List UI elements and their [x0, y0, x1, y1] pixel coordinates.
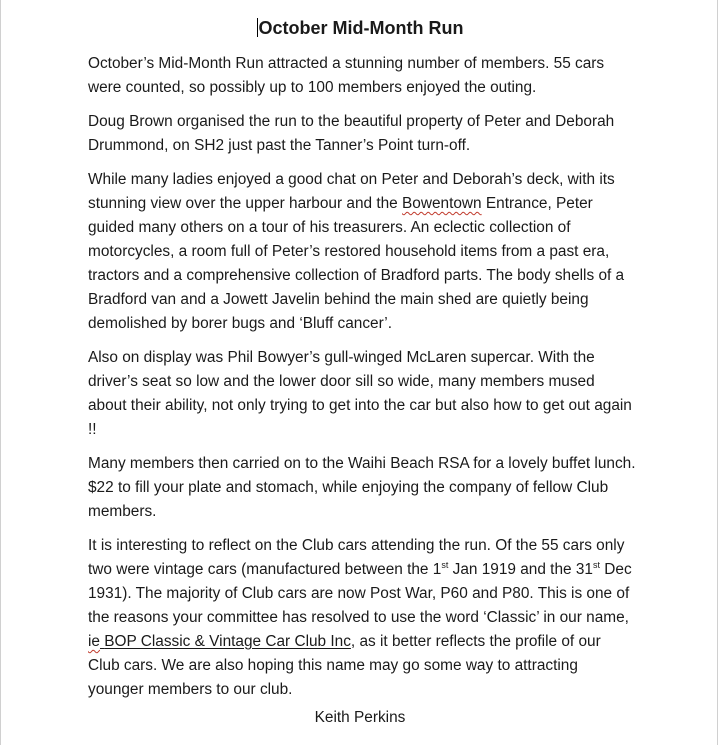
tour-text-end: Entrance, Peter guided many others on a tour of his treasurers. An eclectic collection of motorcycles, a room full of Peter’s restored household items from a past era, tractors and a comprehensive collection of Bradford parts. The body shells of a Bradford van and a Jowett Javelin behind the main shed are quietly being demolished by borer bugs and ‘Bluff cancer’. [88, 195, 625, 332]
article-body [88, 52, 636, 712]
paragraph-organiser: Doug Brown organised the run to the beautiful property of Peter and Deborah Drummond, on SH2 just past the Tanner’s Point turn-off. [88, 113, 615, 154]
spellcheck-flagged-ie[interactable]: ie [88, 633, 100, 650]
club-name-underlined: BOP Classic & Vintage Car Club Inc [104, 633, 351, 650]
spellcheck-flagged-word[interactable]: Bowentown [402, 195, 482, 212]
paragraph-supercar: Also on display was Phil Bowyer’s gull-winged McLaren supercar. With the driver’s seat so low and the lower door sill so wide, many members mused about their ability, not only trying to get into the car but also how to get out again !! [88, 349, 632, 438]
superscript-st-2: st [592, 560, 600, 570]
paragraph-lunch: Many members then carried on to the Waihi Beach RSA for a lovely buffet lunch. $22 to fill your plate and stomach, while enjoying the company of fellow Club members. [88, 455, 636, 520]
paragraph-attendance: October’s Mid-Month Run attracted a stunning number of members. 55 cars were counted, so possibly up to 100 members enjoyed the outing. [88, 55, 605, 96]
title-text: October Mid-Month Run [258, 18, 464, 38]
club-cars-text-2: Jan 1919 and the 31 [448, 561, 593, 578]
club-cars-text-4: , as it better reflects the profile of our Club cars. We are also hoping this name may go some way to attracting younger members to our club. [88, 633, 601, 698]
page-title [1, 17, 719, 39]
paragraph-club-cars [88, 534, 636, 702]
author-signature: Keith Perkins [314, 709, 406, 726]
paragraph-tour [88, 168, 636, 336]
club-cars-text-3: Dec 1931). The majority of Club cars are now Post War, P60 and P80. This is one of the reasons your committee has resolved to use the word ‘Classic’ in our name, [88, 561, 632, 626]
text-cursor [257, 18, 258, 37]
superscript-st-1: st [441, 560, 449, 570]
club-cars-text-1: It is interesting to reflect on the Club cars attending the run. Of the 55 cars only two were vintage cars (manufactured between the 1 [88, 537, 625, 578]
tour-text-start: While many ladies enjoyed a good chat on Peter and Deborah’s deck, with its stunning view over the upper harbour and the [88, 171, 615, 212]
